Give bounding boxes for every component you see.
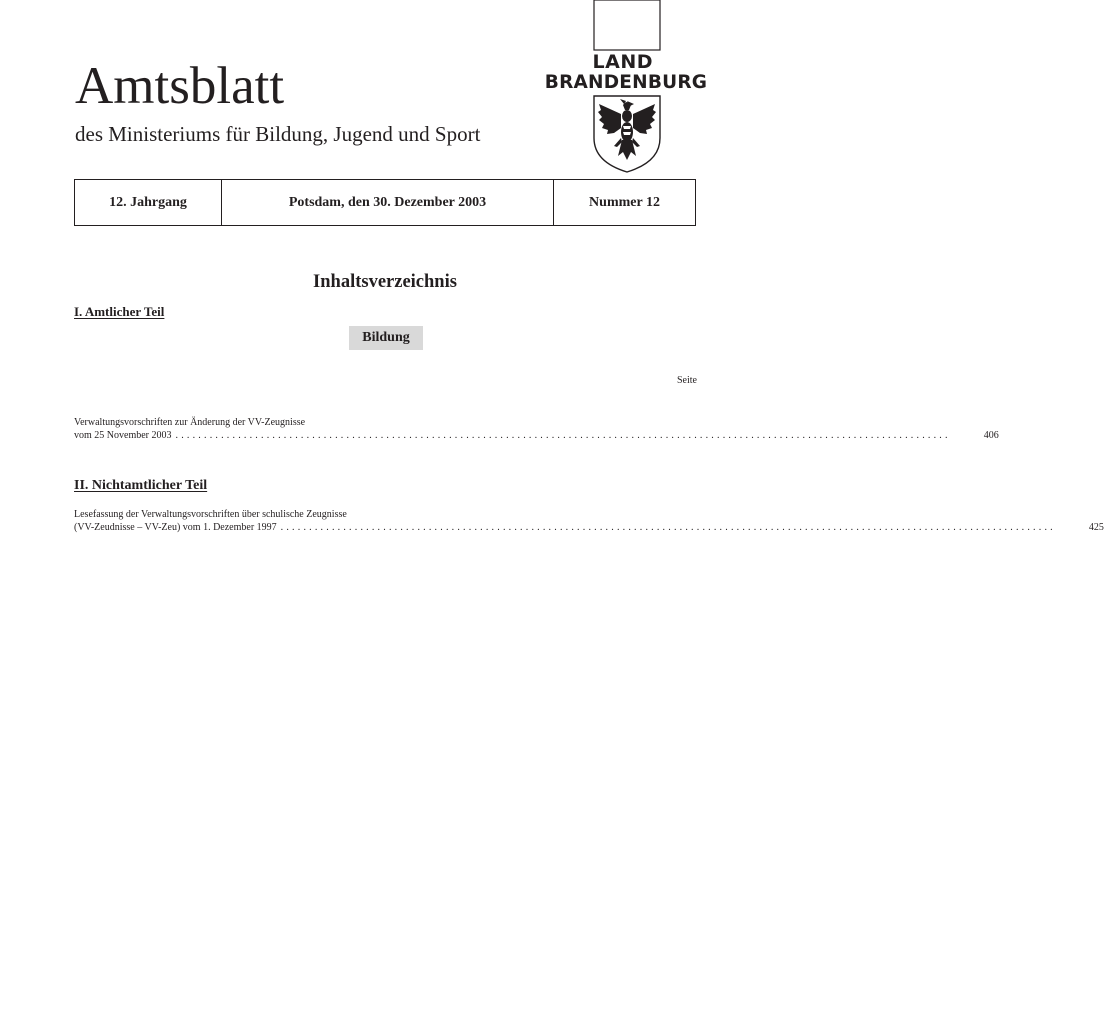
logo-line-land: LAND [592, 51, 653, 73]
place-date-label: Potsdam, den 30. Dezember 2003 [222, 180, 554, 225]
toc-entry-date-line: vom 25 November 2003 [74, 430, 172, 441]
page-column-header: Seite [677, 375, 697, 386]
section-heading-unofficial[interactable]: II. Nichtamtlicher Teil [74, 478, 208, 493]
issue-number-label: Nummer 12 [589, 194, 660, 210]
brandenburg-eagle-icon [590, 0, 662, 176]
toc-entry-title-line: Verwaltungsvorschriften zur Änderung der VV-Zeugnisse [74, 417, 306, 428]
publication-title: Amtsblatt [75, 57, 285, 115]
toc-title: Inhaltsverzeichnis [313, 272, 457, 292]
dot-leader: ........................................................................................................................................ [280, 522, 1056, 533]
volume-label: 12. Jahrgang [75, 180, 222, 225]
publication-subtitle: des Ministeriums für Bildung, Jugend und Sport [75, 122, 481, 146]
toc-entry-page: 425 [1088, 522, 1104, 533]
dot-leader: ........................................................................................................................................ [175, 430, 951, 441]
toc-entry[interactable] [74, 508, 1104, 534]
section-heading-official[interactable]: I. Amtlicher Teil [74, 304, 165, 319]
category-badge-bildung: Bildung [349, 326, 423, 350]
toc-entry-page: 406 [983, 430, 999, 441]
logo-line-brandenburg: BRANDENBURG [544, 71, 708, 93]
issue-info-box [74, 179, 696, 226]
toc-entry-date-line: (VV-Zeudnisse – VV-Zeu) vom 1. Dezember 1997 [74, 522, 277, 533]
toc-entry[interactable] [74, 416, 999, 442]
toc-entry-title-line: Lesefassung der Verwaltungsvorschriften über schulische Zeugnisse [74, 509, 347, 520]
